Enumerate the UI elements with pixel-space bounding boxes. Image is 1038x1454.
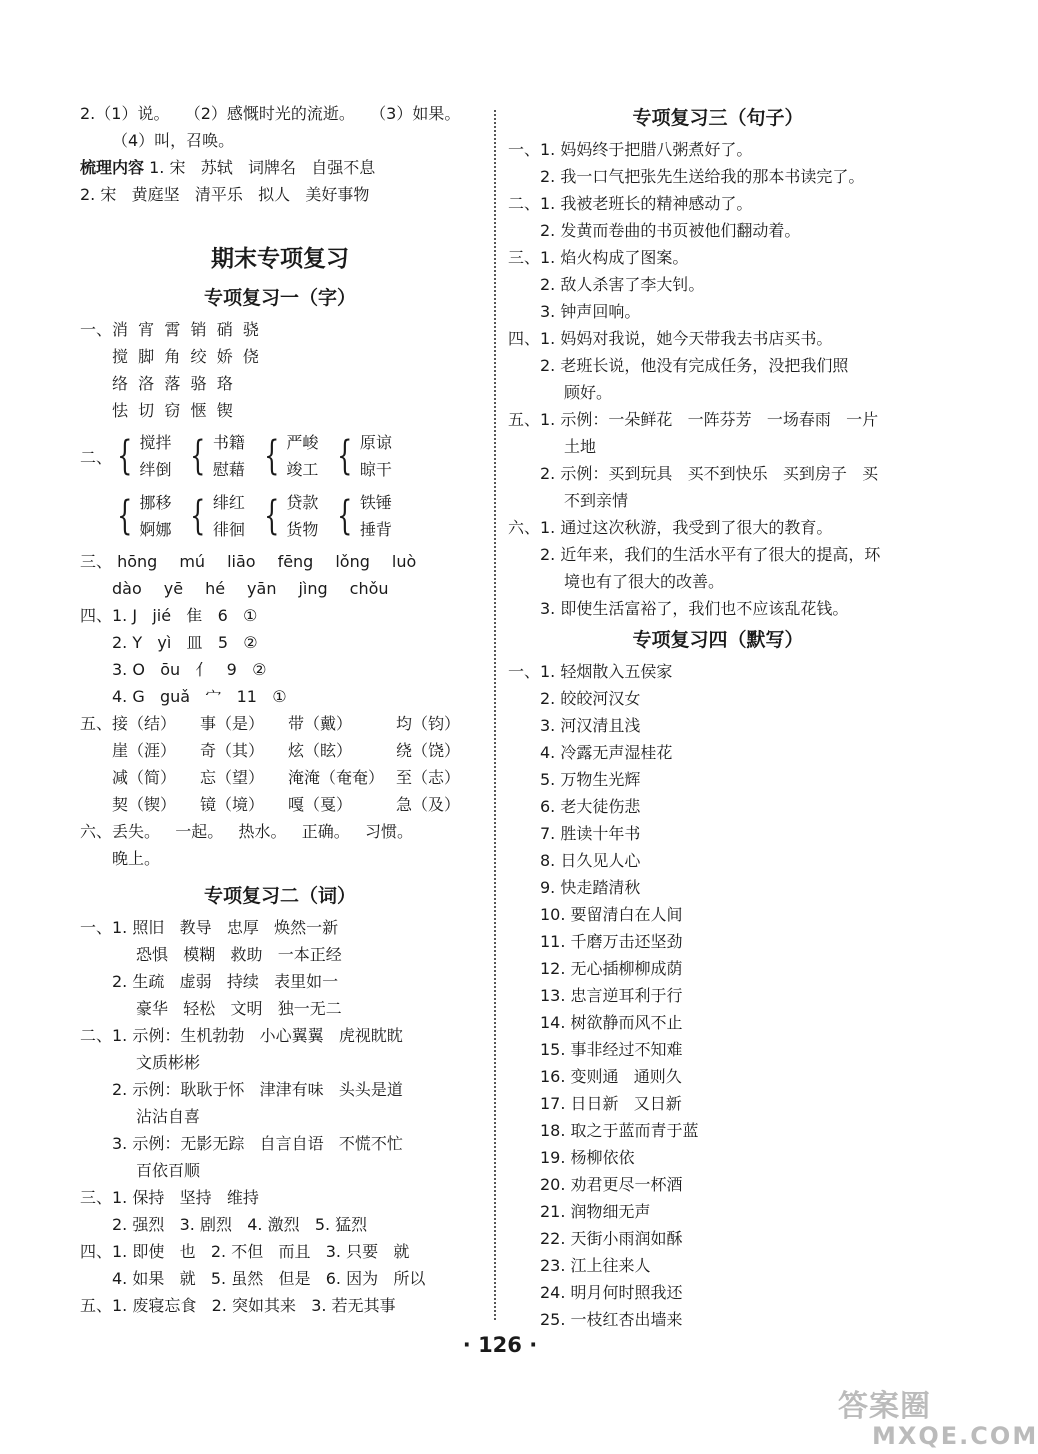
answer-line: 百依百顺 (136, 1161, 201, 1180)
answer-line: 不到亲情 (564, 491, 629, 510)
answer-line: 三、1. 焰火构成了图案。 (508, 248, 689, 267)
recitation-item: 17. 日日新 又日新 (540, 1094, 682, 1113)
answer-line: 3. 示例：无影无踪 自言自语 不慌不忙 (112, 1134, 403, 1153)
word: 搅拌 (139, 433, 172, 452)
correction: 崖（涯） (112, 741, 177, 760)
pinyin: dào (112, 579, 142, 598)
word: 捶背 (359, 520, 392, 539)
correction-row (80, 791, 480, 818)
section-lines (80, 914, 480, 1319)
recitation-item: 14. 树欲静而风不止 (540, 1013, 683, 1032)
correction: 绕（饶） (396, 741, 461, 760)
answer-line: 2. 敌人杀害了李大钊。 (540, 275, 705, 294)
watermark-url: MXQE.COM (872, 1422, 1038, 1450)
page-number: · 126 · (462, 1333, 538, 1357)
correction: 均（钧） (396, 714, 461, 733)
answer-line: 3. 即使生活富裕了，我们也不应该乱花钱。 (540, 599, 849, 618)
word: 绯红 (212, 493, 245, 512)
answer-line: 一、1. 轻烟散入五侯家 (508, 662, 673, 681)
answer-line: 2. 发黄而卷曲的书页被他们翻动着。 (540, 221, 801, 240)
word-pairs-row (80, 488, 480, 544)
correction: 淹淹（奄奄） (288, 768, 385, 787)
recitation-item: 2. 皎皎河汉女 (540, 689, 641, 708)
word: 贷款 (286, 493, 319, 512)
answer-line: 六、丢失。 一起。 热水。 正确。 习惯。 (80, 822, 414, 841)
recitation-item: 23. 江上往来人 (540, 1256, 651, 1275)
word-pair (185, 429, 244, 483)
correction: 忘（望） (200, 768, 265, 787)
word: 货物 (286, 520, 319, 539)
recitation-item: 4. 冷露无声湿桂花 (540, 743, 673, 762)
right-column (508, 100, 928, 1333)
word: 晾干 (359, 460, 392, 479)
summary-text: 1. 宋 苏轼 词牌名 自强不息 (144, 158, 376, 177)
pinyin: liāo (227, 552, 256, 571)
pinyin-row (80, 548, 480, 575)
answer-line: 2. Y yì 皿 5 ② (112, 633, 258, 652)
recitation-item: 15. 事非经过不知难 (540, 1040, 683, 1059)
answer-line: 2. 生疏 虚弱 持续 表里如一 (112, 972, 339, 991)
correction-row (80, 710, 480, 737)
pinyin: hé (205, 579, 226, 598)
word: 绊倒 (139, 460, 172, 479)
column-divider (494, 110, 496, 1320)
answer-line: 二、1. 我被老班长的精神感动了。 (508, 194, 753, 213)
correction: 事（是） (200, 714, 265, 733)
word-pair (332, 429, 391, 483)
recitation-item: 9. 快走踏清秋 (540, 878, 641, 897)
brace-icon: { (190, 493, 206, 539)
recitation-item: 3. 河汉清且浅 (540, 716, 641, 735)
answer-line: 2. 老班长说，他没有完成任务，没把我们照 (540, 356, 849, 375)
answer-line: 搅 脚 角 绞 娇 侥 (112, 347, 259, 366)
intro-line: （4）叫，召唤。 (112, 131, 235, 150)
pinyin-row (80, 575, 480, 602)
answer-line: 五、1. 示例：一朵鲜花 一阵芬芳 一场春雨 一片 (508, 410, 879, 429)
brace-icon: { (264, 493, 280, 539)
question-number: 五、 (80, 714, 113, 733)
answer-line: 四、1. J jié 隹 6 ① (80, 606, 258, 625)
pinyin: yē (163, 579, 184, 598)
answer-line: 顾好。 (564, 383, 613, 402)
word: 慰藉 (212, 460, 245, 479)
correction: 带（戴） (288, 714, 353, 733)
word: 竣工 (286, 460, 319, 479)
recitation-item: 25. 一枝红杏出墙来 (540, 1310, 683, 1329)
correction: 至（志） (396, 768, 461, 787)
correction: 炫（眩） (288, 741, 353, 760)
recitation-item: 6. 老大徒伤悲 (540, 797, 641, 816)
recitation-item: 22. 天街小雨润如酥 (540, 1229, 683, 1248)
word: 婀娜 (139, 520, 172, 539)
recitation-item: 16. 变则通 通则久 (540, 1067, 682, 1086)
answer-line: 六、1. 通过这次秋游，我受到了很大的教育。 (508, 518, 833, 537)
answer-line: 怯 切 窃 惬 锲 (112, 401, 233, 420)
section-lines (508, 685, 928, 1333)
word: 挪移 (139, 493, 172, 512)
correction: 契（锲） (112, 795, 177, 814)
brace-icon: { (117, 493, 133, 539)
brace-icon: { (117, 433, 133, 479)
recitation-item: 12. 无心插柳柳成荫 (540, 959, 683, 978)
answer-line: 四、1. 妈妈对我说，她今天带我去书店买书。 (508, 329, 833, 348)
answer-line: 沾沾自喜 (136, 1107, 201, 1126)
pinyin: chǒu (349, 579, 389, 598)
recitation-item: 19. 杨柳依依 (540, 1148, 635, 1167)
answer-line: 豪华 轻松 文明 独一无二 (136, 999, 342, 1018)
correction: 急（及） (396, 795, 461, 814)
answer-line: 4. G guǎ 宀 11 ① (112, 687, 287, 706)
word-pair (259, 429, 318, 483)
word: 徘徊 (212, 520, 245, 539)
answer-line: 2. 我一口气把张先生送给我的那本书读完了。 (540, 167, 865, 186)
word-pairs-row (80, 428, 480, 484)
pinyin: lǒng (335, 552, 370, 571)
recitation-item: 13. 忠言逆耳利于行 (540, 986, 683, 1005)
answer-line: 境也有了很大的改善。 (564, 572, 725, 591)
correction-row (80, 764, 480, 791)
left-column (80, 100, 480, 1319)
pinyin: mú (179, 552, 206, 571)
recitation-item: 8. 日久见人心 (540, 851, 641, 870)
answer-line: 二、1. 示例：生机勃勃 小心翼翼 虎视眈眈 (80, 1026, 403, 1045)
correction: 减（简） (112, 768, 177, 787)
summary-label: 梳理内容 (80, 158, 145, 177)
recitation-item: 7. 胜读十年书 (540, 824, 641, 843)
summary-line: 2. 宋 黄庭坚 清平乐 拟人 美好事物 (80, 185, 370, 204)
answer-line: 三、1. 保持 坚持 维持 (80, 1188, 259, 1207)
section-lines (508, 136, 928, 622)
pinyin: hōng (117, 552, 158, 571)
question-number: 二、 (80, 447, 113, 467)
section-title: 专项复习四（默写） (632, 629, 804, 651)
pinyin: yān (247, 579, 277, 598)
answer-line: 五、1. 废寝忘食 2. 突如其来 3. 若无其事 (80, 1296, 396, 1315)
answer-line: 文质彬彬 (136, 1053, 201, 1072)
watermark-logo: 答案圈 (838, 1389, 931, 1424)
word-pair (112, 489, 171, 543)
correction: 接（结） (112, 714, 177, 733)
correction: 嘎（戛） (288, 795, 353, 814)
correction: 奇（其） (200, 741, 265, 760)
word-pair (332, 489, 391, 543)
section-title: 专项复习三（句子） (632, 107, 804, 129)
section-title: 专项复习二（词） (203, 885, 356, 907)
answer-line: 3. O ōu 亻 9 ② (112, 660, 267, 679)
main-title: 期末专项复习 (211, 246, 349, 272)
pinyin: luò (391, 552, 417, 571)
answer-line: 恐惧 模糊 救助 一本正经 (136, 945, 342, 964)
word-pair (185, 489, 244, 543)
word: 书籍 (212, 433, 245, 452)
answer-line: 一、消 宵 霄 销 硝 骁 (80, 320, 259, 339)
brace-icon: { (190, 433, 206, 479)
word-pair (259, 489, 318, 543)
word: 铁锤 (359, 493, 392, 512)
answer-line: 2. 强烈 3. 剧烈 4. 激烈 5. 猛烈 (112, 1215, 368, 1234)
answer-line: 一、1. 照旧 教导 忠厚 焕然一新 (80, 918, 339, 937)
pinyin: fēng (277, 552, 314, 571)
answer-line: 2. 近年来，我们的生活水平有了很大的提高，环 (540, 545, 881, 564)
word: 原谅 (359, 433, 392, 452)
recitation-item: 20. 劝君更尽一杯酒 (540, 1175, 683, 1194)
recitation-item: 24. 明月何时照我还 (540, 1283, 683, 1302)
recitation-item: 18. 取之于蓝而青于蓝 (540, 1121, 699, 1140)
word: 严峻 (286, 433, 319, 452)
summary-line (80, 154, 480, 181)
correction-row (80, 737, 480, 764)
recitation-item: 5. 万物生光辉 (540, 770, 641, 789)
answer-line: 络 洛 落 骆 珞 (112, 374, 233, 393)
recitation-item: 21. 润物细无声 (540, 1202, 651, 1221)
recitation-item: 10. 要留清白在人间 (540, 905, 683, 924)
correction: 镜（境） (200, 795, 265, 814)
answer-line: 2. 示例：耿耿于怀 津津有味 头头是道 (112, 1080, 403, 1099)
answer-line: 2. 示例：买到玩具 买不到快乐 买到房子 买 (540, 464, 879, 483)
brace-icon: { (337, 433, 353, 479)
brace-icon: { (337, 493, 353, 539)
question-number: 三、 (80, 552, 113, 571)
pinyin: jìng (298, 579, 328, 598)
answer-line: 土地 (564, 437, 597, 456)
answer-line: 4. 如果 就 5. 虽然 但是 6. 因为 所以 (112, 1269, 426, 1288)
answer-line: 一、1. 妈妈终于把腊八粥煮好了。 (508, 140, 753, 159)
answer-line: 3. 钟声回响。 (540, 302, 641, 321)
brace-icon: { (264, 433, 280, 479)
answer-line: 四、1. 即使 也 2. 不但 而且 3. 只要 就 (80, 1242, 410, 1261)
answer-line: 晚上。 (112, 849, 161, 868)
word-pair (112, 429, 171, 483)
intro-line: 2.（1）说。 （2）感慨时光的流逝。 （3）如果。 (80, 104, 461, 123)
recitation-item: 11. 千磨万击还坚劲 (540, 932, 683, 951)
section-title: 专项复习一（字） (203, 287, 356, 309)
